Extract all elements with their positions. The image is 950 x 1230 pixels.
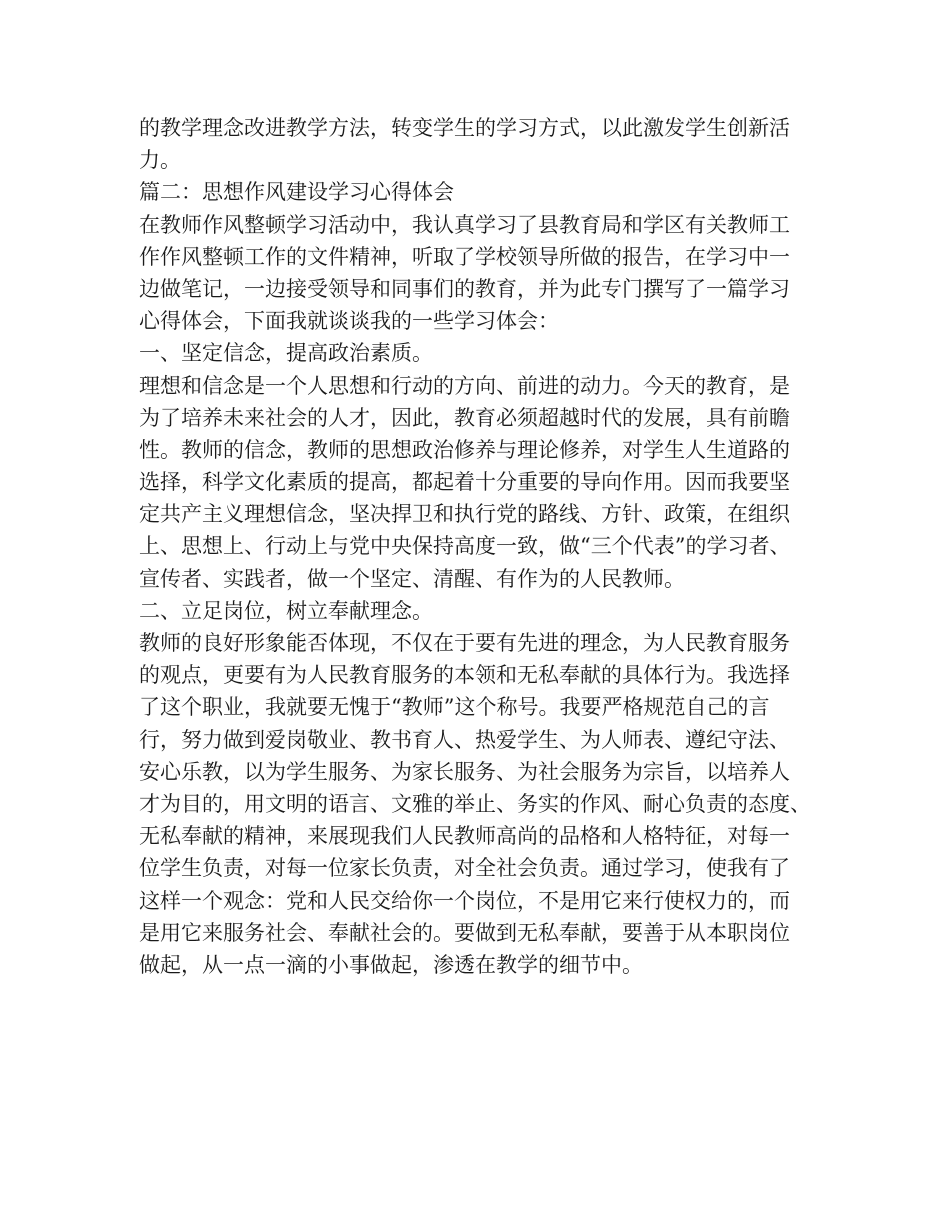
text-line: 的观点，更要有为人民教育服务的本领和无私奉献的具体行为。我选择 [139,663,790,688]
text-line: 定共产主义理想信念，坚决捍卫和执行党的路线、方针、政策，在组织 [139,502,790,527]
text-line: 心得体会，下面我就谈谈我的一些学习体会： [139,309,559,334]
text-line: 教师的良好形象能否体现，不仅在于要有先进的理念，为人民教育服务 [139,631,790,655]
document-body [139,112,829,981]
text-line: 边做笔记，一边接受领导和同事们的教育，并为此专门撰写了一篇学习 [139,276,790,301]
text-line: 性。教师的信念，教师的思想政治修养与理论修养，对学生人生道路的 [139,437,790,462]
text-line: 才为目的，用文明的语言、文雅的举止、务实的作风、耐心负责的态度、 [139,791,811,816]
text-line: 理想和信念是一个人思想和行动的方向、前进的动力。今天的教育，是 [139,373,790,398]
text-line: 为了培养未来社会的人才，因此，教育必须超越时代的发展，具有前瞻 [139,405,790,430]
text-line: 这样一个观念：党和人民交给你一个岗位，不是用它来行使权力的，而 [139,888,790,913]
text-line: 了这个职业，我就要无愧于“教师”这个称号。我要严格规范自己的言 [139,695,770,720]
text-line: 做起，从一点一滴的小事做起，渗透在教学的细节中。 [139,952,643,977]
text-line: 的教学理念改进教学方法，转变学生的学习方式，以此激发学生创新活 [139,116,790,140]
subsection-heading: 一、坚定信念，提高政治素质。 [139,341,433,366]
text-line: 力。 [139,148,181,173]
text-line: 作作风整顿工作的文件精神，听取了学校领导所做的报告，在学习中一 [139,244,790,269]
text-line: 行，努力做到爱岗敬业、教书育人、热爱学生、为人师表、遵纪守法、 [139,727,790,752]
section-heading: 篇二：思想作风建设学习心得体会 [139,180,454,205]
text-line: 位学生负责，对每一位家长负责，对全社会负责。通过学习，使我有了 [139,856,790,881]
text-line: 宣传者、实践者，做一个坚定、清醒、有作为的人民教师。 [139,566,685,591]
text-line: 安心乐教，以为学生服务、为家长服务、为社会服务为宗旨，以培养人 [139,759,790,784]
subsection-heading: 二、立足岗位，树立奉献理念。 [139,598,433,623]
text-line: 无私奉献的精神，来展现我们人民教师高尚的品格和人格特征，对每一 [139,824,790,849]
text-line: 在教师作风整顿学习活动中，我认真学习了县教育局和学区有关教师工 [139,212,790,237]
text-line: 选择，科学文化素质的提高，都起着十分重要的导向作用。因而我要坚 [139,470,790,495]
text-line: 是用它来服务社会、奉献社会的。要做到无私奉献，要善于从本职岗位 [139,920,790,945]
text-line: 上、思想上、行动上与党中央保持高度一致，做“三个代表”的学习者、 [139,534,791,559]
